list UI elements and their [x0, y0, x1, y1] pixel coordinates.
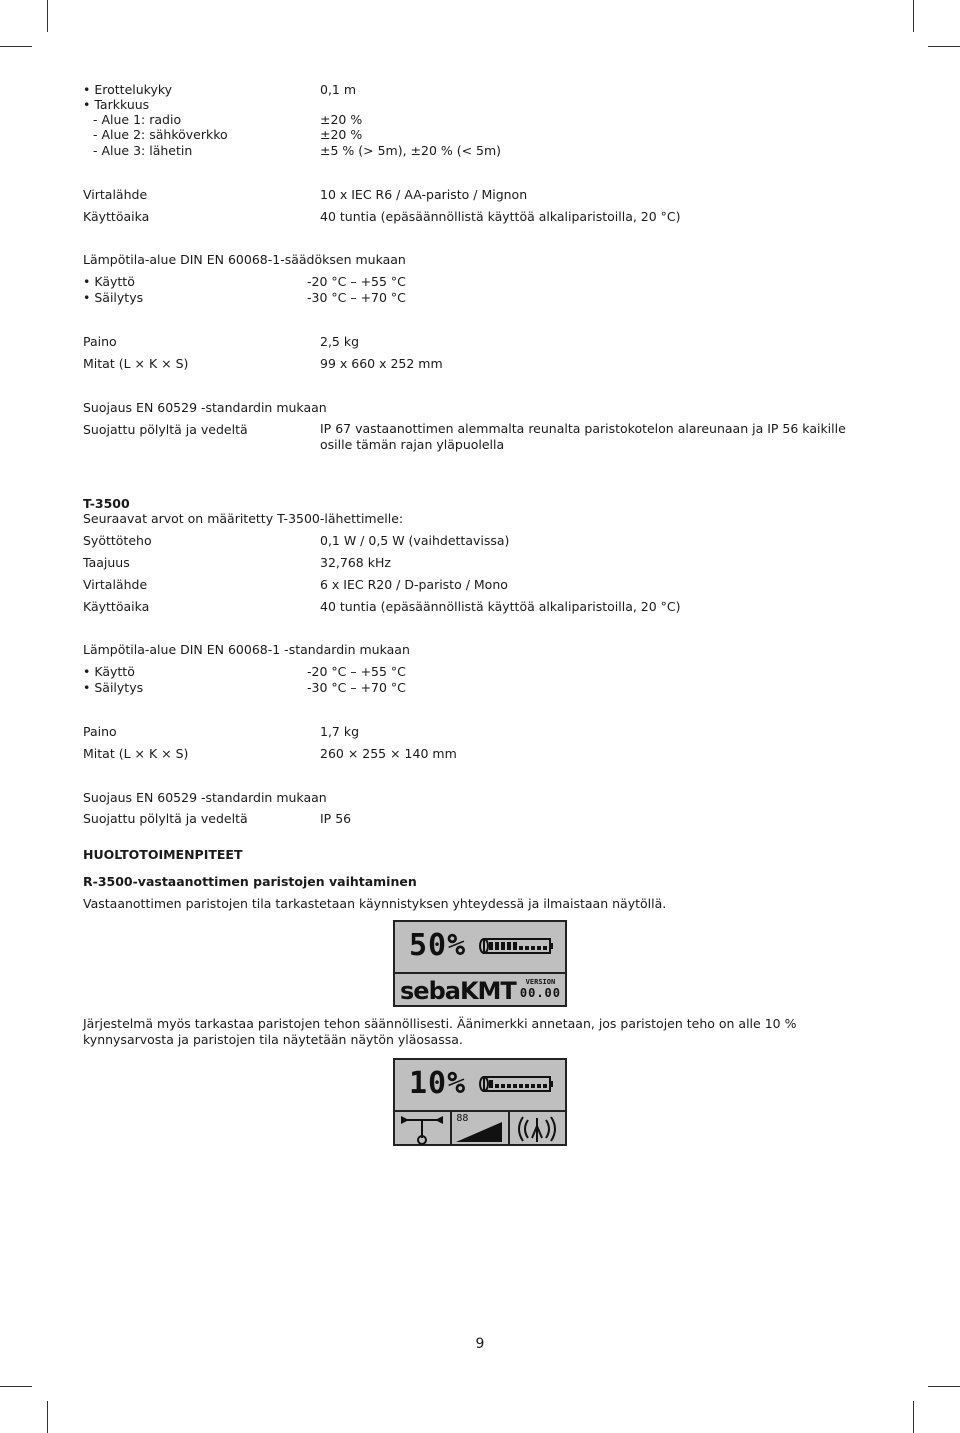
spec-label: - Alue 3: lähetin	[93, 143, 193, 158]
section-heading-t3500: T-3500	[83, 496, 130, 511]
spec-label: Mitat (L × K × S)	[83, 746, 189, 761]
spec-value: 10 x IEC R6 / AA-paristo / Mignon	[320, 187, 528, 202]
spec-row-sailytys: • Säilytys	[83, 680, 144, 695]
spec-value: 0,1 m	[320, 82, 357, 97]
battery-icon	[479, 1076, 553, 1092]
spec-label: Erottelukyky	[94, 82, 173, 97]
crop-mark	[47, 0, 48, 32]
battery-percent: 50%	[409, 928, 467, 963]
crop-mark	[928, 1386, 960, 1387]
spec-value: 0,1 W / 0,5 W (vaihdettavissa)	[320, 533, 510, 548]
battery-segment-empty	[501, 1084, 505, 1088]
spec-label: Säilytys	[94, 290, 144, 305]
spec-value: 32,768 kHz	[320, 555, 391, 570]
battery-segment-filled	[501, 942, 505, 950]
battery-segment-empty	[537, 1084, 541, 1088]
spec-row-sailytys: • Säilytys	[83, 290, 144, 305]
page-number: 9	[475, 1336, 485, 1352]
battery-segment-empty	[507, 1084, 511, 1088]
section-intro: Seuraavat arvot on määritetty T-3500-lähettimelle:	[83, 511, 404, 526]
spec-value: -20 °C – +55 °C	[307, 274, 406, 289]
battery-segment-empty	[537, 946, 541, 950]
spec-label: Säilytys	[94, 680, 144, 695]
crop-mark	[913, 0, 914, 32]
spec-row-tarkkuus: • Tarkkuus	[83, 97, 150, 112]
spec-label: Paino	[83, 724, 117, 739]
crop-mark	[0, 46, 32, 47]
spec-value: 40 tuntia (epäsäännöllistä käyttöä alkaliparistoilla, 20 °C)	[320, 599, 681, 614]
version-box	[520, 978, 561, 1000]
battery-percent: 10%	[409, 1066, 467, 1101]
spec-label: Käyttöaika	[83, 209, 150, 224]
battery-segment-empty	[495, 1084, 499, 1088]
spec-label: Käyttö	[94, 664, 135, 679]
spec-value: 40 tuntia (epäsäännöllistä käyttöä alkaliparistoilla, 20 °C)	[320, 209, 681, 224]
battery-segment-empty	[519, 1084, 523, 1088]
spec-value: ±5 % (> 5m), ±20 % (< 5m)	[320, 143, 502, 158]
antenna-cell	[510, 1112, 565, 1146]
crop-mark	[928, 46, 960, 47]
battery-segment-empty	[543, 1084, 547, 1088]
spec-value: -20 °C – +55 °C	[307, 664, 406, 679]
section-title: Lämpötila-alue DIN EN 60068-1-säädöksen mukaan	[83, 252, 406, 267]
spec-value: 1,7 kg	[320, 724, 360, 739]
spec-row-kaytto: • Käyttö	[83, 664, 135, 679]
spec-value: 260 × 255 × 140 mm	[320, 746, 457, 761]
section-title: Suojaus EN 60529 -standardin mukaan	[83, 400, 327, 415]
spec-value: -30 °C – +70 °C	[307, 680, 406, 695]
depth-probe-icon	[395, 1112, 449, 1146]
battery-change-subheading: R-3500-vastaanottimen paristojen vaihtaminen	[83, 874, 417, 889]
spec-value: ±20 %	[320, 112, 363, 127]
spec-value: 6 x IEC R20 / D-paristo / Mono	[320, 577, 508, 592]
signal-strength-icon	[452, 1112, 506, 1146]
spec-label: Suojattu pölyltä ja vedeltä	[83, 422, 248, 437]
spec-label: Käyttöaika	[83, 599, 150, 614]
maintenance-heading: HUOLTOTOIMENPITEET	[83, 847, 243, 862]
spec-row-erottelukyky: • Erottelukyky	[83, 82, 173, 97]
spec-row-kaytto: • Käyttö	[83, 274, 135, 289]
spec-value: IP 56	[320, 811, 352, 826]
spec-label: Syöttöteho	[83, 533, 152, 548]
spec-label: Taajuus	[83, 555, 130, 570]
signal-value: 88	[456, 1113, 469, 1124]
antenna-icon	[510, 1112, 564, 1146]
spec-label: - Alue 1: radio	[93, 112, 182, 127]
battery-segment-empty	[525, 946, 529, 950]
battery-segment-empty	[531, 1084, 535, 1088]
signal-cell	[452, 1112, 509, 1146]
paragraph: Järjestelmä myös tarkastaa paristojen tehon säännöllisesti. Äänimerkki annetaan, jos paristojen teho on alle 10 % kynnysarvosta ja paristojen tila näytetään näytön yläosassa.	[83, 1016, 797, 1047]
battery-segment-filled	[495, 942, 499, 950]
spec-value: IP 67 vastaanottimen alemmalta reunalta paristokotelon alareunaan ja IP 56 kaikille osille tämän rajan yläpuolella	[320, 421, 846, 452]
battery-segment-empty	[525, 1084, 529, 1088]
version-number: 00.00	[519, 986, 561, 1000]
crop-mark	[47, 1401, 48, 1433]
spec-label: - Alue 2: sähköverkko	[93, 127, 228, 142]
spec-label: Virtalähde	[83, 577, 148, 592]
version-label: VERSION	[525, 978, 556, 986]
crop-mark	[0, 1386, 32, 1387]
battery-segment-empty	[531, 946, 535, 950]
battery-segment-empty	[513, 1084, 517, 1088]
depth-cell	[395, 1112, 452, 1146]
spec-value: 99 x 660 x 252 mm	[320, 356, 443, 371]
spec-value: -30 °C – +70 °C	[307, 290, 406, 305]
battery-segment-empty	[543, 946, 547, 950]
battery-segment-filled	[507, 942, 511, 950]
battery-segment-filled	[489, 942, 493, 950]
lcd-low-battery-display	[393, 1058, 567, 1146]
section-title: Lämpötila-alue DIN EN 60068-1 -standardin mukaan	[83, 642, 410, 657]
battery-segment-filled	[513, 942, 517, 950]
crop-mark	[913, 1401, 914, 1433]
spec-label: Paino	[83, 334, 117, 349]
spec-label: Mitat (L × K × S)	[83, 356, 189, 371]
lcd-startup-display	[393, 920, 567, 1007]
spec-label: Virtalähde	[83, 187, 148, 202]
spec-value: ±20 %	[320, 127, 363, 142]
section-title: Suojaus EN 60529 -standardin mukaan	[83, 790, 327, 805]
sebakmt-logo: sebaKMT	[400, 977, 516, 1005]
battery-segment-filled	[489, 1080, 493, 1088]
paragraph: Vastaanottimen paristojen tila tarkastetaan käynnistyksen yhteydessä ja ilmaistaan näytöllä.	[83, 896, 667, 911]
spec-value: 2,5 kg	[320, 334, 360, 349]
battery-segment-empty	[519, 946, 523, 950]
spec-label: Suojattu pölyltä ja vedeltä	[83, 811, 248, 826]
spec-label: Käyttö	[94, 274, 135, 289]
spec-label: Tarkkuus	[94, 97, 150, 112]
battery-icon	[479, 938, 553, 954]
